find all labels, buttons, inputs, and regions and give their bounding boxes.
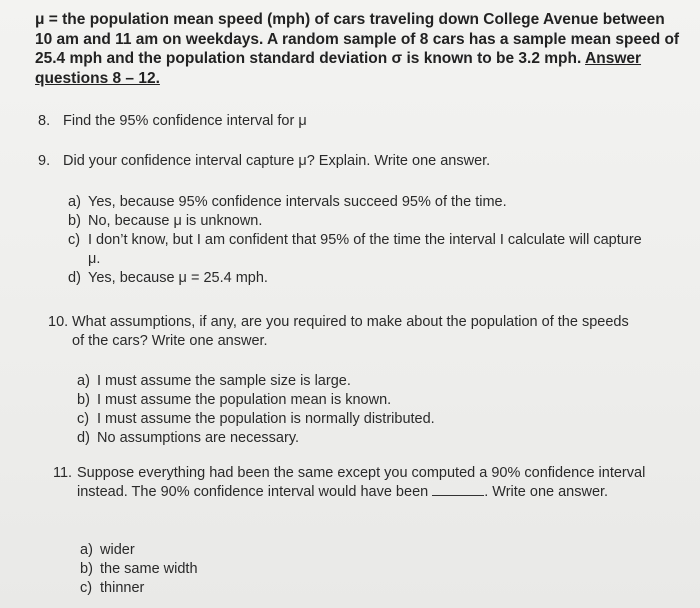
question-9-text: Did your confidence interval capture μ? Explain. Write one answer. [63,153,491,169]
option-letter: c) [80,580,93,596]
question-11 [53,464,653,501]
answer-instructions: Answer questions 8 – 12. [35,50,642,87]
problem-intro [35,10,685,88]
question-11-options [80,541,580,598]
q10-option-c[interactable] [77,410,637,429]
mu-symbol: μ [35,11,45,28]
option-text: thinner [100,580,145,596]
sigma-symbol: σ [391,50,403,67]
q11-option-a[interactable] [80,541,580,560]
q10-option-a[interactable] [77,372,637,391]
option-letter: a) [68,194,81,210]
option-text: I don’t know, but I am confident that 95% of the time the interval I calculate will capture μ. [88,232,642,267]
question-11-text-2: . Write one answer. [484,483,609,500]
question-10-text: What assumptions, if any, are you required to make about the population of the speeds of the cars? Write one answer. [72,314,629,349]
question-9 [38,152,658,171]
option-text: No assumptions are necessary. [97,430,300,446]
option-text: No, because μ is unknown. [88,213,263,229]
q9-option-b[interactable] [68,212,643,231]
option-letter: a) [77,373,90,389]
q9-option-a[interactable] [68,193,643,212]
option-letter: b) [77,392,90,408]
q11-option-c[interactable] [80,579,580,598]
question-9-number: 9. [38,153,51,169]
question-10 [48,313,638,350]
option-letter: c) [68,232,81,248]
q9-option-c[interactable] [68,231,643,269]
intro-text-2: is known to be 3.2 mph. [402,50,586,67]
option-letter: b) [68,213,81,229]
question-10-options [77,372,637,448]
question-11-number: 11. [53,465,73,481]
intro-text-1: = the population mean speed (mph) of cars traveling down College Avenue between 10 am and 11 am on weekdays. A random sample of 8 cars has a sample mean speed of 25.4 mph and the population standard deviation [35,11,680,67]
option-text: I must assume the sample size is large. [97,373,351,389]
option-text: Yes, because 95% confidence intervals succeed 95% of the time. [88,194,507,210]
question-11-text-1: Suppose everything had been the same except you computed a 90% confidence interval instead. The 90% confidence interval would have been [77,465,646,500]
option-letter: c) [77,411,90,427]
option-text: Yes, because μ = 25.4 mph. [88,270,268,286]
question-8-number: 8. [38,113,51,129]
option-letter: d) [77,430,90,446]
question-9-options [68,193,643,288]
question-10-number: 10. [48,314,69,330]
question-8 [38,112,658,131]
q9-option-d[interactable] [68,269,643,288]
option-letter: b) [80,561,93,577]
question-8-text: Find the 95% confidence interval for μ [63,113,307,129]
option-letter: d) [68,270,81,286]
option-text: the same width [100,561,198,577]
q10-option-d[interactable] [77,429,637,448]
q10-option-b[interactable] [77,391,637,410]
option-letter: a) [80,542,93,558]
option-text: wider [100,542,135,558]
answer-blank [432,484,484,496]
option-text: I must assume the population is normally distributed. [97,411,435,427]
q11-option-b[interactable] [80,560,580,579]
option-text: I must assume the population mean is known. [97,392,392,408]
